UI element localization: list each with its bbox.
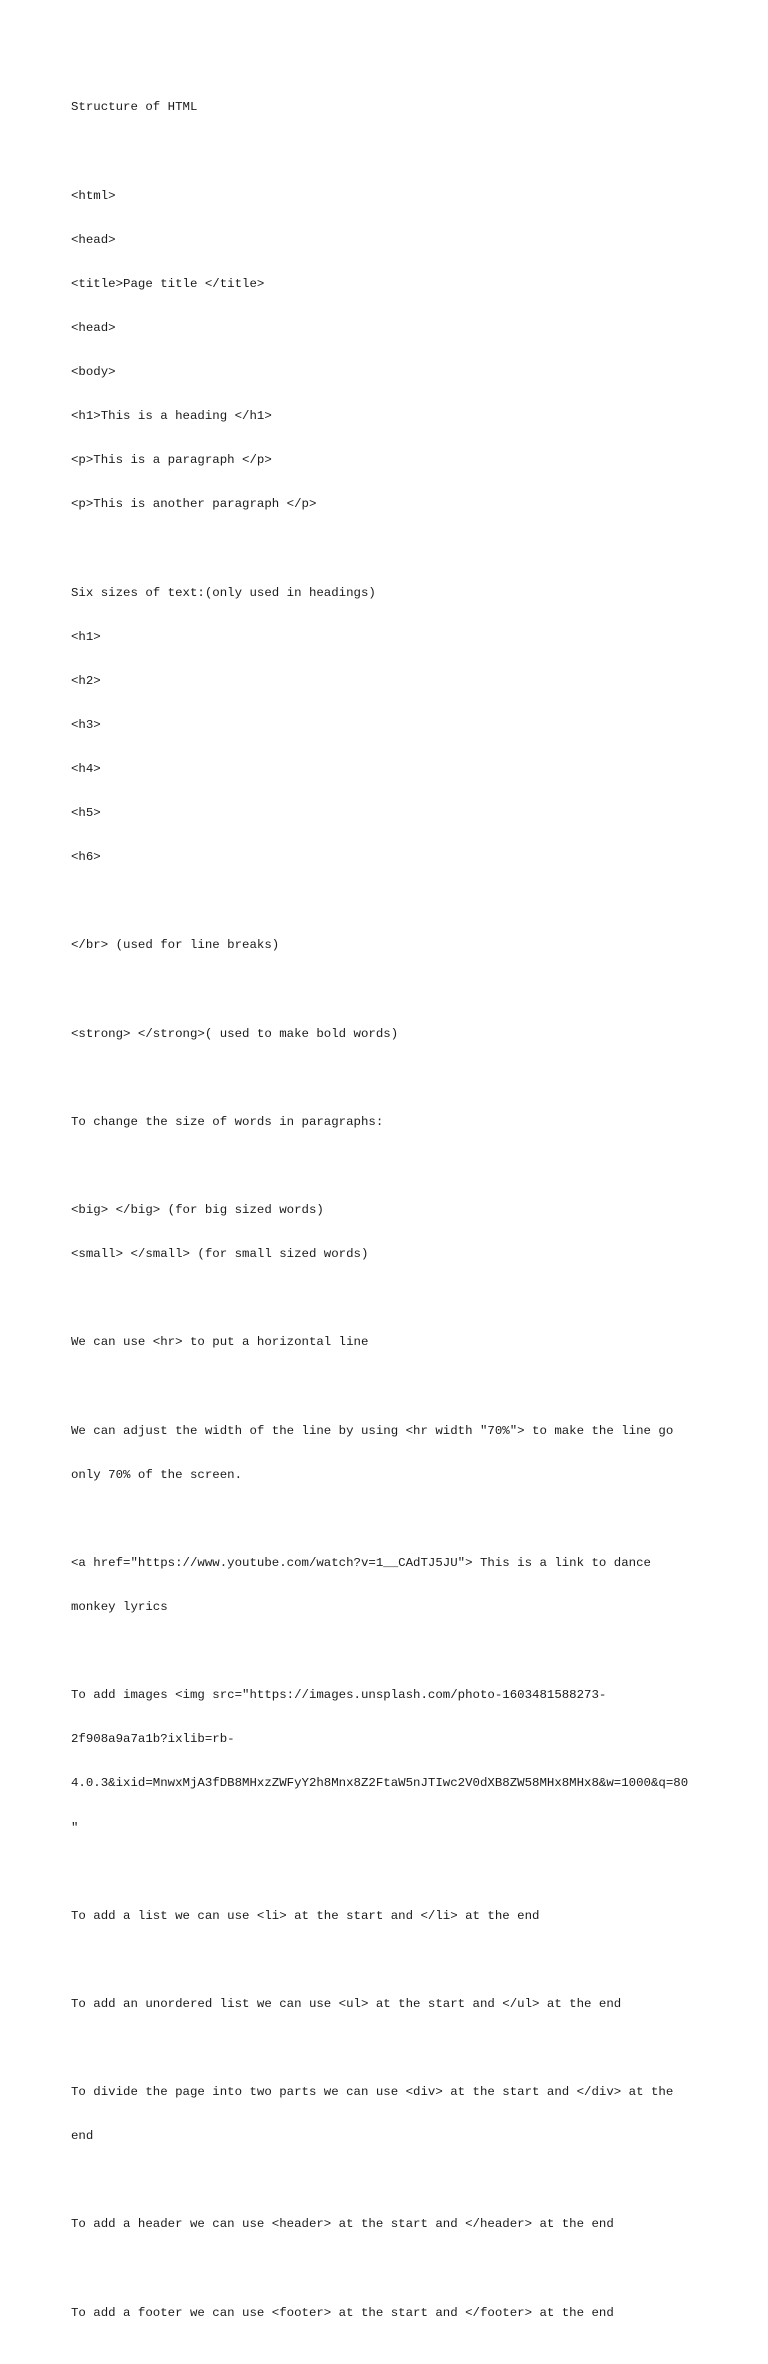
size-intro-text: To change the size of words in paragraphs: bbox=[71, 1114, 384, 1129]
list-text: To add a list we can use <li> at the start and </li> at the end bbox=[71, 1908, 540, 1923]
small-tag-text: <small> </small> (for small sized words) bbox=[71, 1247, 369, 1262]
link-text-line: monkey lyrics bbox=[71, 1599, 168, 1614]
images-text-line: 2f908a9a7a1b?ixlib=rb- bbox=[71, 1732, 235, 1747]
heading-size-item: <h2> bbox=[71, 673, 101, 688]
images-text-line: " bbox=[71, 1820, 79, 1835]
document-title-paragraph bbox=[71, 71, 711, 145]
structure-line: <head> bbox=[71, 232, 116, 247]
heading-size-item: <h5> bbox=[71, 806, 101, 821]
hr-width-paragraph bbox=[71, 1394, 711, 1512]
link-paragraph bbox=[71, 1526, 711, 1644]
hr-paragraph bbox=[71, 1306, 711, 1380]
structure-line: <p>This is another paragraph </p> bbox=[71, 497, 317, 512]
structure-line: <p>This is a paragraph </p> bbox=[71, 453, 272, 468]
hr-width-text-line: only 70% of the screen. bbox=[71, 1467, 243, 1482]
heading-sizes-block bbox=[71, 556, 711, 894]
heading-sizes-intro: Six sizes of text:(only used in headings) bbox=[71, 585, 376, 600]
heading-size-item: <h1> bbox=[71, 629, 101, 644]
html-structure-block bbox=[71, 159, 711, 541]
div-paragraph bbox=[71, 2056, 711, 2174]
images-text-line: 4.0.3&ixid=MnwxMjA3fDB8MHxzZWFyY2h8Mnx8Z2FtaW5nJTIwc2V0dXB8ZW58MHx8MHx8&w=1000&q=80 bbox=[71, 1776, 689, 1791]
structure-line: <title>Page title </title> bbox=[71, 276, 265, 291]
line-break-paragraph bbox=[71, 909, 711, 983]
footer-text: To add a footer we can use <footer> at the start and </footer> at the end bbox=[71, 2305, 614, 2320]
footer-paragraph bbox=[71, 2276, 711, 2350]
document-title: Structure of HTML bbox=[71, 100, 198, 115]
header-text: To add a header we can use <header> at the start and </header> at the end bbox=[71, 2217, 614, 2232]
link-text-line: <a href="https://www.youtube.com/watch?v=1__CAdTJ5JU"> This is a link to dance bbox=[71, 1555, 651, 1570]
list-paragraph bbox=[71, 1879, 711, 1953]
size-intro-paragraph bbox=[71, 1085, 711, 1159]
line-break-text: </br> (used for line breaks) bbox=[71, 938, 280, 953]
document-page bbox=[71, 71, 711, 2364]
structure-line: <html> bbox=[71, 188, 116, 203]
hr-width-text-line: We can adjust the width of the line by using <hr width "70%"> to make the line go bbox=[71, 1423, 674, 1438]
heading-size-item: <h3> bbox=[71, 717, 101, 732]
unordered-list-text: To add an unordered list we can use <ul> at the start and </ul> at the end bbox=[71, 1996, 622, 2011]
images-paragraph bbox=[71, 1659, 711, 1865]
structure-line: <body> bbox=[71, 365, 116, 380]
div-text-line: end bbox=[71, 2129, 94, 2144]
strong-paragraph bbox=[71, 997, 711, 1071]
big-tag-text: <big> </big> (for big sized words) bbox=[71, 1203, 324, 1218]
hr-text: We can use <hr> to put a horizontal line bbox=[71, 1335, 369, 1350]
div-text-line: To divide the page into two parts we can use <div> at the start and </div> at the bbox=[71, 2085, 674, 2100]
heading-size-item: <h4> bbox=[71, 762, 101, 777]
header-paragraph bbox=[71, 2188, 711, 2262]
heading-size-item: <h6> bbox=[71, 850, 101, 865]
size-tags-block bbox=[71, 1174, 711, 1292]
structure-line: <head> bbox=[71, 320, 116, 335]
unordered-list-paragraph bbox=[71, 1968, 711, 2042]
strong-text: <strong> </strong>( used to make bold words) bbox=[71, 1026, 399, 1041]
images-text-line: To add images <img src="https://images.unsplash.com/photo-1603481588273- bbox=[71, 1688, 607, 1703]
structure-line: <h1>This is a heading </h1> bbox=[71, 409, 272, 424]
